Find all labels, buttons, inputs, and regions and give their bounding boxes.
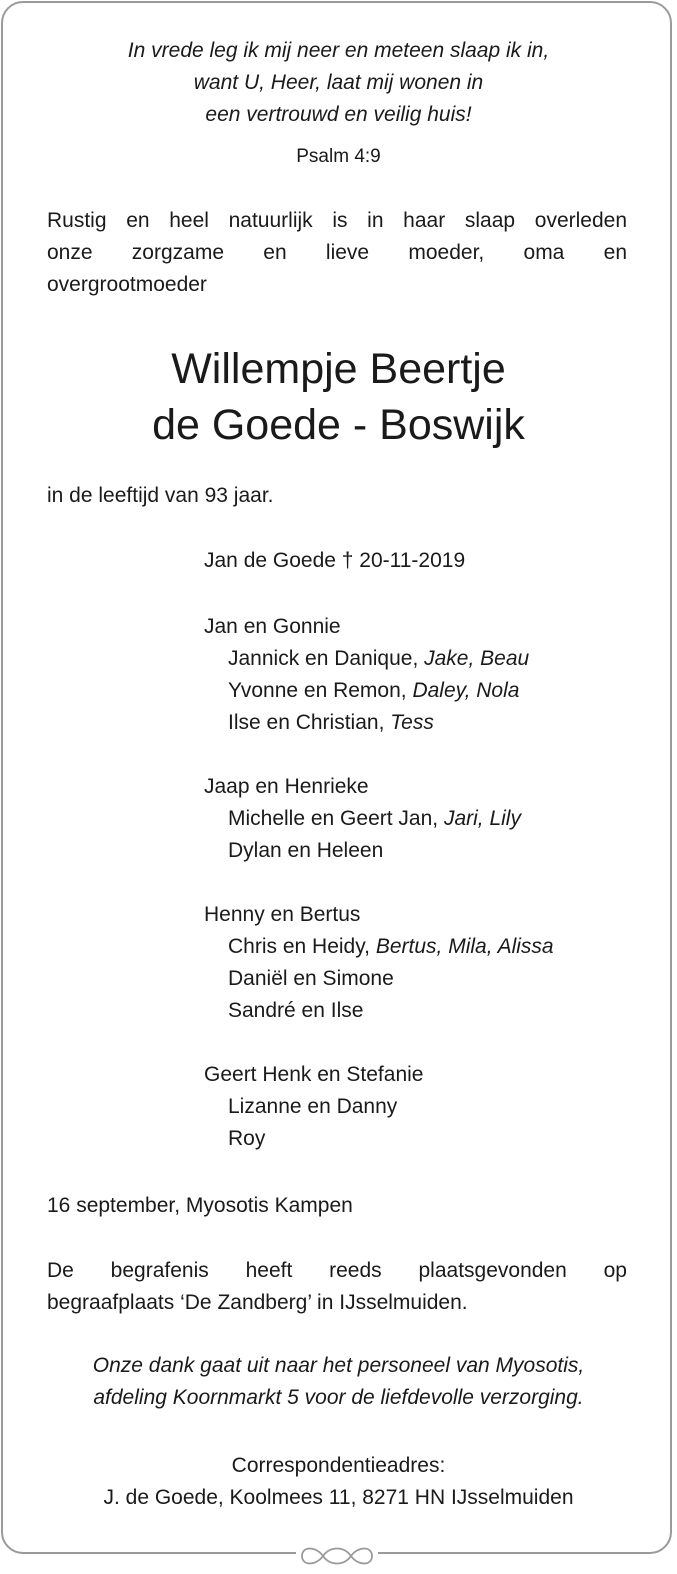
member-kids: Jari, Lily — [438, 807, 521, 830]
thanks-line: afdeling Koornmarkt 5 voor de liefdevolle verzorging. — [93, 1386, 584, 1409]
family-member — [204, 995, 554, 1027]
member-names: Chris en Heidy, — [228, 935, 370, 958]
name-line: Willempje Beertje — [171, 345, 506, 393]
intro-line: onze zorgzame en lieve moeder, oma en — [47, 241, 627, 264]
funeral-text — [47, 1255, 627, 1319]
member-names: Michelle en Geert Jan, — [228, 807, 439, 830]
family-head: Henny en Bertus — [204, 903, 361, 926]
member-kids: Jake, Beau — [418, 647, 530, 670]
quote-line: een vertrouwd en veilig huis! — [205, 103, 472, 126]
family-head: Geert Henk en Stefanie — [204, 1063, 424, 1086]
correspondence-label: Correspondentieadres: — [231, 1454, 446, 1477]
member-names: Daniël en Simone — [228, 967, 394, 990]
quote-line: In vrede leg ik mij neer en meteen slaap ik in, — [127, 39, 550, 62]
family-member — [204, 643, 554, 675]
psalm-quote — [30, 35, 647, 131]
deceased-name — [30, 341, 647, 453]
funeral-line: begraafplaats ‘De Zandberg’ in IJsselmuiden. — [47, 1291, 468, 1314]
family-member — [204, 931, 554, 963]
quote-source: Psalm 4:9 — [296, 146, 381, 167]
funeral-line: De begrafenis heeft reeds plaatsgevonden op — [47, 1259, 627, 1282]
intro-line: overgrootmoeder — [47, 273, 207, 296]
family-list — [204, 611, 554, 1155]
member-kids: Bertus, Mila, Alissa — [370, 935, 554, 958]
family-head: Jan en Gonnie — [204, 615, 341, 638]
thanks-text — [30, 1350, 647, 1414]
family-member — [204, 1123, 554, 1155]
thanks-line: Onze dank gaat uit naar het personeel van Myosotis, — [92, 1354, 585, 1377]
family-head: Jaap en Henrieke — [204, 775, 369, 798]
spouse-text: Jan de Goede † 20-11-2019 — [204, 549, 466, 572]
family-member — [204, 803, 554, 835]
family-member — [204, 675, 554, 707]
member-names: Jannick en Danique, — [228, 647, 419, 670]
name-line: de Goede - Boswijk — [152, 401, 525, 449]
quote-line: want U, Heer, laat mij wonen in — [193, 71, 484, 94]
member-names: Lizanne en Danny — [228, 1095, 398, 1118]
member-names: Ilse en Christian, — [228, 711, 385, 734]
family-member — [204, 707, 554, 739]
intro-line: Rustig en heel natuurlijk is in haar slaap overleden — [47, 209, 627, 232]
family-member — [204, 1091, 554, 1123]
member-kids: Daley, Nola — [406, 679, 520, 702]
member-kids: Tess — [384, 711, 434, 734]
age-text: in de leeftijd van 93 jaar. — [47, 484, 274, 507]
intro-text — [47, 205, 627, 301]
member-names: Yvonne en Remon, — [228, 679, 407, 702]
correspondence — [30, 1450, 647, 1514]
member-names: Sandré en Ilse — [228, 999, 364, 1022]
ornament-icon — [296, 1541, 378, 1571]
family-member — [204, 835, 554, 867]
date-place: 16 september, Myosotis Kampen — [47, 1194, 353, 1217]
member-names: Dylan en Heleen — [228, 839, 384, 862]
member-names: Roy — [228, 1127, 266, 1150]
correspondence-address: J. de Goede, Koolmees 11, 8271 HN IJsselmuiden — [103, 1486, 574, 1509]
family-member — [204, 963, 554, 995]
